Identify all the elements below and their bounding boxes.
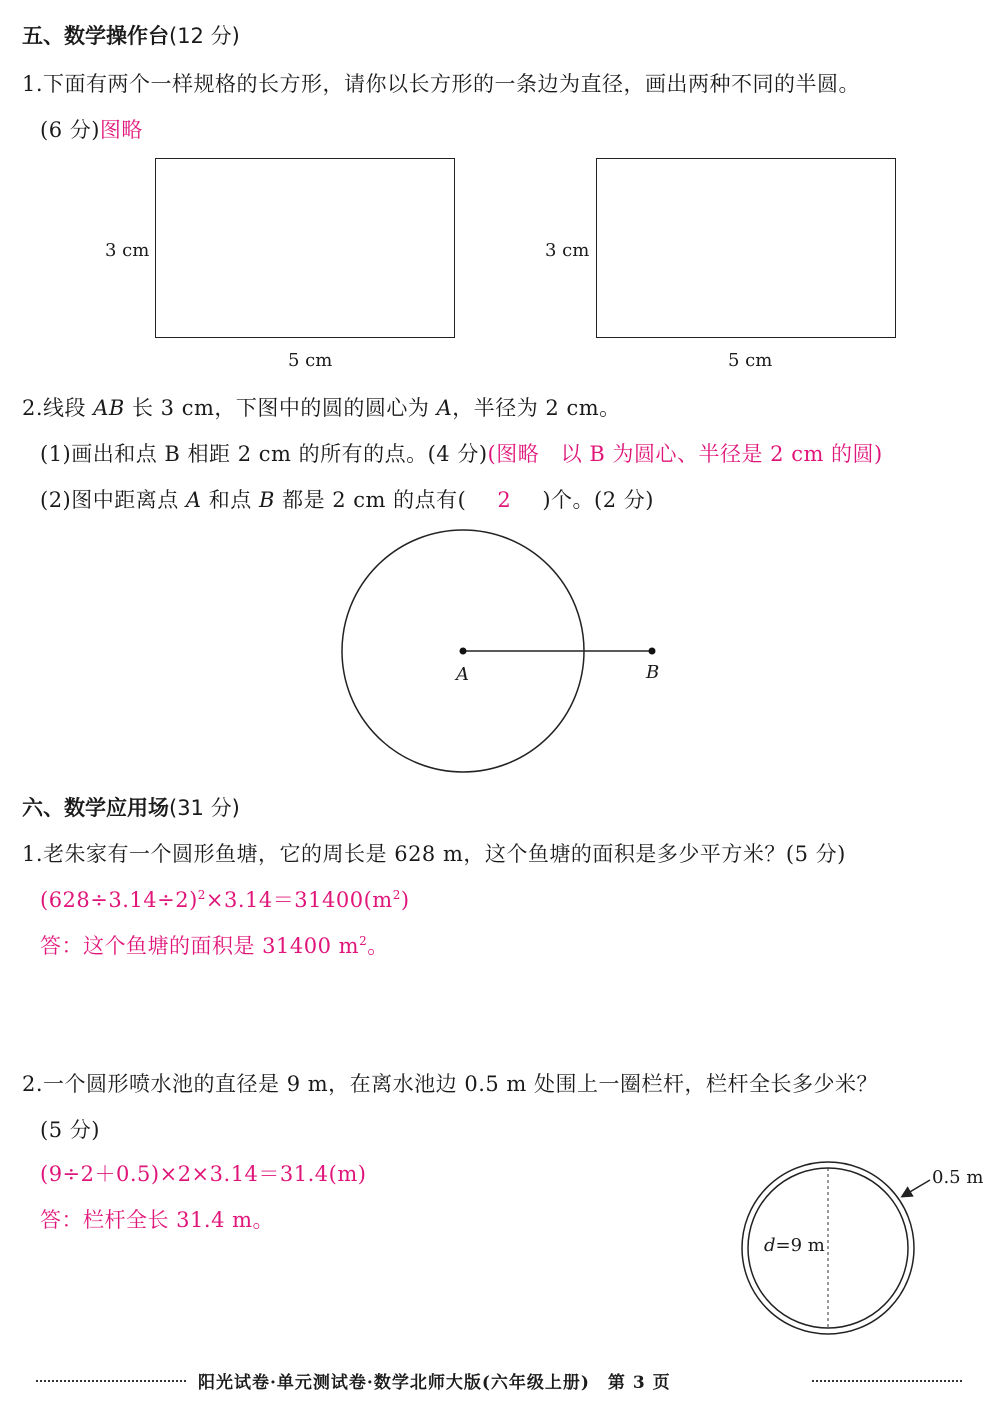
s5-q2-sub2-prefix: (2)图中距离点 xyxy=(40,488,186,512)
rectangle-1 xyxy=(155,158,455,338)
s5-q2-sub2-a: A xyxy=(185,488,202,512)
point-a-dot xyxy=(460,648,467,655)
section5-title: 五、数学操作台 xyxy=(22,24,169,48)
circle-ab-diagram xyxy=(330,520,690,780)
footer-dots-right xyxy=(812,1380,962,1382)
s5-q2-text xyxy=(22,392,621,422)
section6-heading xyxy=(22,792,240,822)
s6-q1-answer-pre: 答：这个鱼塘的面积是 31400 m xyxy=(40,934,360,958)
section5-score: (12 分) xyxy=(169,24,240,48)
s6-q1-answer-end: 。 xyxy=(367,934,389,958)
rect1-width-label: 5 cm xyxy=(288,350,333,371)
rect2-width-label: 5 cm xyxy=(728,350,773,371)
s5-q1-score: (6 分) xyxy=(40,118,100,142)
rect2-height-label: 3 cm xyxy=(545,240,590,261)
s6-q1-text: 1.老朱家有一个圆形鱼塘，它的周长是 628 m，这个鱼塘的面积是多少平方米？(5 分) xyxy=(22,842,846,866)
s6-q1-answer-sup: 2 xyxy=(359,934,368,948)
footer-dots-left xyxy=(36,1380,186,1382)
s5-q2-sub2-b: B xyxy=(258,488,275,512)
s5-q1-text: 1.下面有两个一样规格的长方形，请你以长方形的一条边为直径，画出两种不同的半圆。 xyxy=(22,72,861,96)
s5-q2-sub2-mid: 和点 xyxy=(201,488,259,512)
s5-q2-sub2-end: )个。(2 分) xyxy=(542,488,654,512)
s5-q2-sub1-answer: (图略 以 B 为圆心、半径是 2 cm 的圆) xyxy=(487,442,883,466)
s5-q2-sub1-text: (1)画出和点 B 相距 2 cm 的所有的点。(4 分) xyxy=(40,442,488,466)
s6-q2-answer: 答：栏杆全长 31.4 m。 xyxy=(40,1208,275,1232)
point-b-label: B xyxy=(646,662,660,683)
s6-q2-formula: (9÷2＋0.5)×2×3.14＝31.4(m) xyxy=(40,1162,367,1186)
s5-q2-prefix: 2.线段 xyxy=(22,396,94,420)
diameter-d: d xyxy=(764,1235,776,1256)
section6-title: 六、数学应用场 xyxy=(22,796,169,820)
s6-q2-score: (5 分) xyxy=(40,1118,100,1142)
s6-q1-formula-sup: 2 xyxy=(197,888,206,902)
rectangle-2 xyxy=(596,158,896,338)
s6-q1-formula-post: ×3.14＝31400(m xyxy=(205,888,393,912)
diameter-label xyxy=(764,1235,825,1256)
s6-q1-formula xyxy=(40,884,410,914)
gap-arrow xyxy=(903,1180,930,1196)
point-b-dot xyxy=(649,648,656,655)
footer-text: 阳光试卷·单元测试卷·数学北师大版(六年级上册) 第 3 页 xyxy=(198,1373,671,1393)
s5-q2-mid: 长 3 cm，下图中的圆的圆心为 xyxy=(124,396,437,420)
s5-q2-a: A xyxy=(436,396,453,420)
s6-q1-formula-sup2: 2 xyxy=(392,888,401,902)
gap-label: 0.5 m xyxy=(932,1167,984,1188)
section5-heading xyxy=(22,20,240,50)
s6-q1-formula-pre: (628÷3.14÷2) xyxy=(40,888,198,912)
section6-score: (31 分) xyxy=(169,796,240,820)
s5-q1-line2 xyxy=(40,114,143,144)
s5-q2-sub2-answer: 2 xyxy=(497,488,512,512)
s6-q1-answer xyxy=(40,930,389,960)
s5-q1-answer: 图略 xyxy=(99,118,143,142)
s5-q2-sub1 xyxy=(40,438,883,468)
point-a-label: A xyxy=(456,664,469,685)
s5-q2-sub2-suffix: 都是 2 cm 的点有( xyxy=(274,488,467,512)
s5-q2-suffix: ，半径为 2 cm。 xyxy=(452,396,621,420)
s5-q2-sub2 xyxy=(40,484,654,514)
s5-q2-ab: AB xyxy=(93,396,125,420)
s6-q1-formula-end: ) xyxy=(400,888,410,912)
s6-q2-text: 2.一个圆形喷水池的直径是 9 m，在离水池边 0.5 m 处围上一圈栏杆，栏杆全长多少米？ xyxy=(22,1072,878,1096)
diameter-value: =9 m xyxy=(775,1235,825,1256)
rect1-height-label: 3 cm xyxy=(105,240,150,261)
